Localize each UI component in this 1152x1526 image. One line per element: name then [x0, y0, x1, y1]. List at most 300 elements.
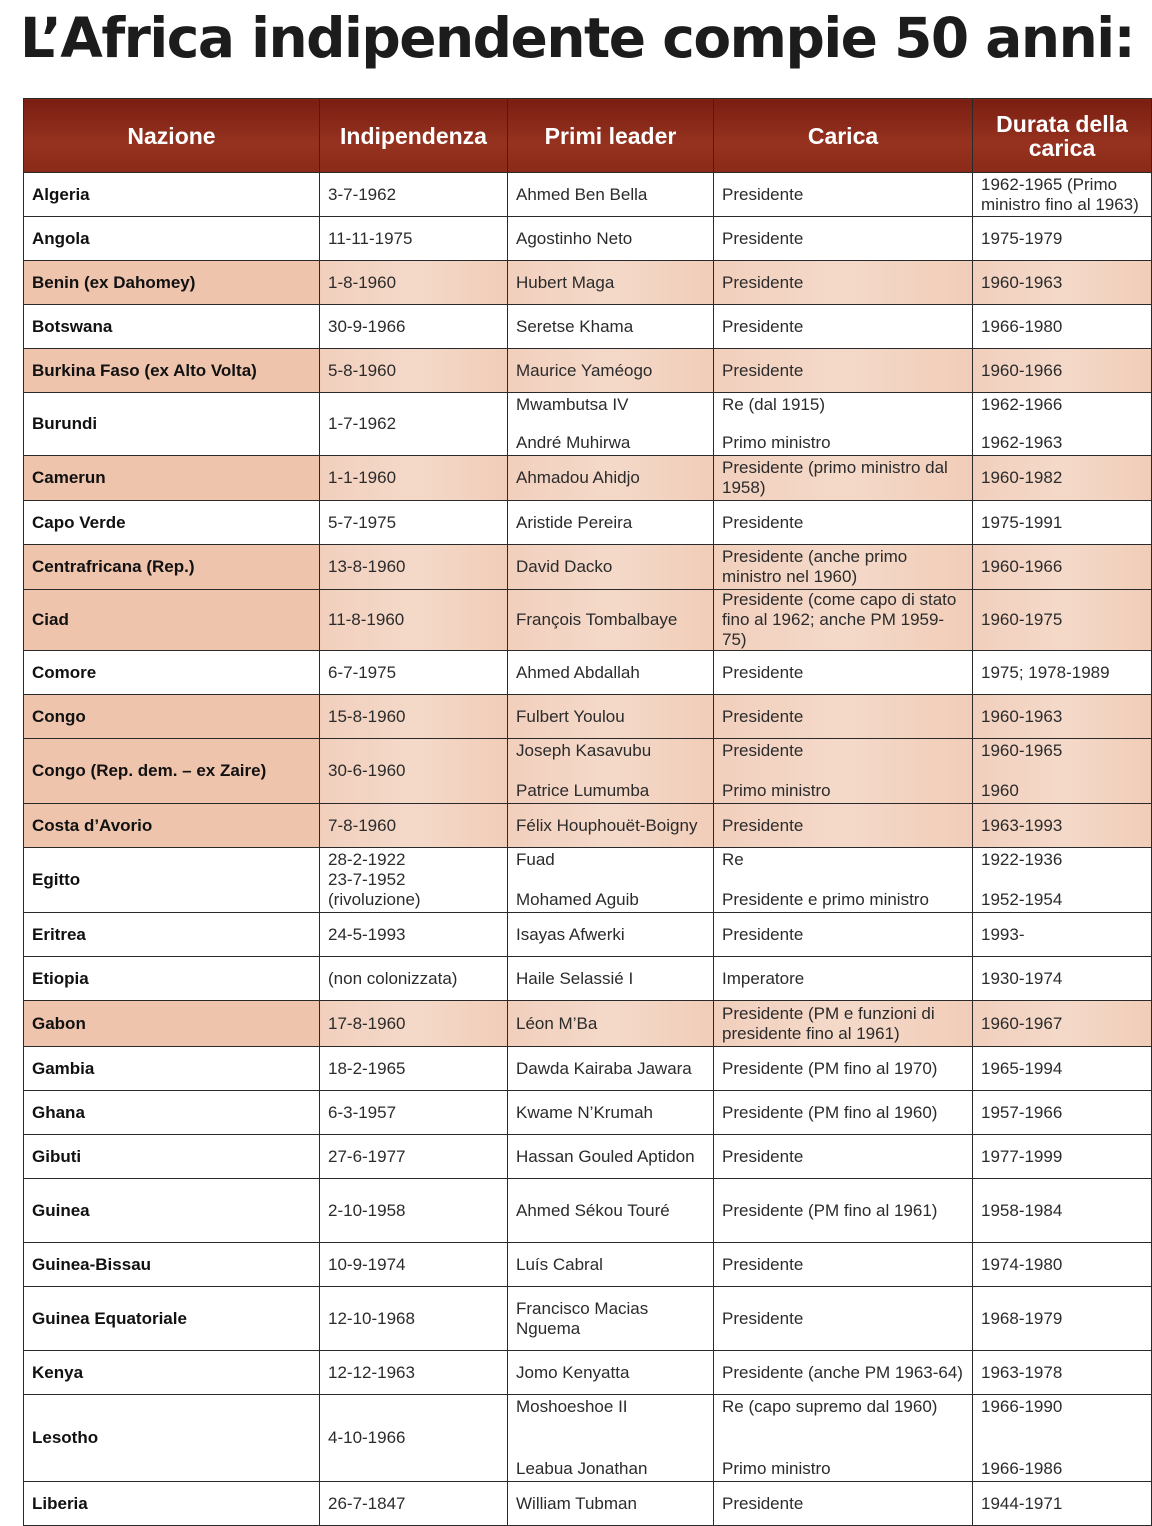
- cell-nazione-text: Algeria: [32, 184, 90, 204]
- table-row: [24, 1179, 1152, 1243]
- cell-indipendenza-text: 17-8-1960: [328, 1013, 406, 1033]
- cell-nazione: [24, 590, 320, 651]
- cell-indipendenza-text: 5-8-1960: [328, 360, 397, 380]
- cell-carica-text: Presidente: [722, 184, 804, 204]
- cell-leader-text: Luís Cabral: [516, 1254, 603, 1274]
- cell-leader: [508, 1395, 714, 1482]
- cell-leader: [508, 913, 714, 957]
- cell-carica: [714, 393, 973, 456]
- cell-leader: [508, 1091, 714, 1135]
- header-nazione: Nazione: [24, 99, 320, 173]
- table-row: [24, 695, 1152, 739]
- cell-indipendenza-text: 30-6-1960: [328, 761, 406, 780]
- header-durata: Durata della carica: [973, 99, 1152, 173]
- cell-carica-text: Presidente: [722, 316, 804, 336]
- cell-durata: [973, 305, 1152, 349]
- cell-durata: [973, 1395, 1152, 1482]
- cell-carica: [714, 804, 973, 848]
- cell-indipendenza-text: 30-9-1966: [328, 316, 406, 336]
- cell-nazione-text: Eritrea: [32, 924, 86, 944]
- cell-leader-text: Dawda Kairaba Jawara: [516, 1058, 692, 1078]
- table-row: [24, 1351, 1152, 1395]
- cell-durata-text: 1958-1984: [981, 1200, 1063, 1220]
- cell-nazione-text: Gibuti: [32, 1146, 82, 1166]
- cell-durata-text: 1966-1980: [981, 316, 1063, 336]
- cell-durata: [973, 1482, 1152, 1526]
- cell-carica: [714, 349, 973, 393]
- cell-carica: [714, 1287, 973, 1351]
- cell-carica-line-1: Re (dal 1915): [722, 395, 826, 414]
- cell-indipendenza: [320, 1243, 508, 1287]
- cell-indipendenza-text: 6-3-1957: [328, 1102, 397, 1122]
- cell-durata-text: 1960-1967: [981, 1013, 1063, 1033]
- cell-carica-text: Presidente: [722, 1254, 804, 1274]
- cell-nazione: [24, 913, 320, 957]
- cell-durata-text: 1960-1966: [981, 557, 1063, 576]
- cell-nazione: [24, 173, 320, 217]
- cell-leader: [508, 501, 714, 545]
- cell-leader-line-2: Mohamed Aguib: [516, 890, 639, 909]
- cell-leader-text: Ahmed Sékou Touré: [516, 1200, 670, 1220]
- table-body: [24, 173, 1152, 1526]
- cell-indipendenza-text: 2-10-1958: [328, 1200, 406, 1220]
- cell-indipendenza: [320, 501, 508, 545]
- cell-carica-text: Presidente (anche primo ministro nel 1960): [722, 547, 908, 586]
- cell-durata-text: 1977-1999: [981, 1146, 1063, 1166]
- cell-carica: [714, 1135, 973, 1179]
- cell-nazione-text: Costa d’Avorio: [32, 815, 153, 835]
- cell-indipendenza: [320, 1482, 508, 1526]
- cell-carica-text: Presidente: [722, 706, 804, 726]
- cell-leader: [508, 1287, 714, 1351]
- cell-durata-text: 1944-1971: [981, 1493, 1063, 1513]
- cell-nazione: [24, 804, 320, 848]
- cell-leader-text: Seretse Khama: [516, 316, 634, 336]
- cell-durata: [973, 957, 1152, 1001]
- cell-indipendenza-text: 1-1-1960: [328, 468, 397, 487]
- cell-durata: [973, 217, 1152, 261]
- cell-indipendenza: [320, 349, 508, 393]
- cell-leader-text: Jomo Kenyatta: [516, 1362, 630, 1382]
- cell-nazione: [24, 305, 320, 349]
- cell-nazione: [24, 1287, 320, 1351]
- cell-leader: [508, 804, 714, 848]
- cell-nazione-text: Capo Verde: [32, 512, 126, 532]
- cell-nazione-text: Burundi: [32, 414, 98, 433]
- cell-durata: [973, 590, 1152, 651]
- cell-carica: [714, 501, 973, 545]
- cell-carica-text: Presidente: [722, 1308, 804, 1328]
- table-row: [24, 804, 1152, 848]
- cell-leader: [508, 261, 714, 305]
- cell-carica: [714, 1047, 973, 1091]
- cell-indipendenza: [320, 695, 508, 739]
- cell-nazione-text: Guinea: [32, 1200, 90, 1220]
- cell-leader-text: François Tombalbaye: [516, 610, 678, 629]
- cell-leader: [508, 957, 714, 1001]
- cell-indipendenza: [320, 804, 508, 848]
- cell-nazione-text: Comore: [32, 662, 97, 682]
- cell-durata-text: 1962-1965 (Primo ministro fino al 1963): [981, 174, 1139, 214]
- cell-leader-text: David Dacko: [516, 557, 613, 576]
- cell-durata: [973, 545, 1152, 590]
- cell-nazione: [24, 349, 320, 393]
- cell-indipendenza-text: 13-8-1960: [328, 557, 406, 576]
- cell-durata: [973, 1287, 1152, 1351]
- cell-durata-text: 1960-1982: [981, 468, 1063, 487]
- cell-indipendenza: [320, 1135, 508, 1179]
- cell-indipendenza-text: 15-8-1960: [328, 706, 406, 726]
- cell-durata-text: 1975; 1978-1989: [981, 662, 1110, 682]
- cell-leader-text: William Tubman: [516, 1493, 637, 1513]
- cell-carica: [714, 651, 973, 695]
- cell-indipendenza: [320, 1001, 508, 1047]
- cell-durata: [973, 913, 1152, 957]
- cell-indipendenza: [320, 590, 508, 651]
- cell-leader-line-1: Moshoeshoe II: [516, 1397, 628, 1416]
- cell-nazione-text: Congo (Rep. dem. – ex Zaire): [32, 761, 267, 780]
- cell-carica: [714, 1351, 973, 1395]
- cell-nazione: [24, 1091, 320, 1135]
- cell-nazione-text: Congo: [32, 706, 86, 726]
- header-carica: Carica: [714, 99, 973, 173]
- cell-durata-line-2: 1960: [981, 781, 1019, 800]
- cell-durata: [973, 1001, 1152, 1047]
- cell-leader: [508, 1482, 714, 1526]
- cell-durata: [973, 1243, 1152, 1287]
- cell-indipendenza-text: 10-9-1974: [328, 1254, 406, 1274]
- table-row: [24, 1395, 1152, 1482]
- table-row: [24, 848, 1152, 913]
- cell-carica: [714, 957, 973, 1001]
- cell-nazione-text: Egitto: [32, 870, 81, 889]
- cell-nazione-text: Centrafricana (Rep.): [32, 557, 195, 576]
- cell-leader: [508, 651, 714, 695]
- cell-carica-line-1: Re: [722, 850, 744, 869]
- cell-nazione: [24, 651, 320, 695]
- table-row: [24, 1243, 1152, 1287]
- cell-nazione: [24, 545, 320, 590]
- cell-carica: [714, 545, 973, 590]
- cell-carica: [714, 173, 973, 217]
- cell-carica-text: Presidente: [722, 924, 804, 944]
- cell-indipendenza: [320, 739, 508, 804]
- cell-durata: [973, 349, 1152, 393]
- table-row: [24, 1047, 1152, 1091]
- cell-durata-text: 1968-1979: [981, 1308, 1063, 1328]
- cell-indipendenza: [320, 651, 508, 695]
- cell-carica-text: Presidente: [722, 662, 804, 682]
- cell-carica: [714, 1395, 973, 1482]
- cell-durata-text: 1975-1979: [981, 228, 1063, 248]
- cell-nazione: [24, 261, 320, 305]
- cell-nazione: [24, 1047, 320, 1091]
- cell-leader-text: Isayas Afwerki: [516, 924, 625, 944]
- cell-carica-line-1: Re (capo supremo dal 1960): [722, 1397, 938, 1416]
- cell-leader-text: Félix Houphouët-Boigny: [516, 815, 698, 835]
- cell-indipendenza: [320, 545, 508, 590]
- cell-durata: [973, 456, 1152, 501]
- cell-indipendenza-text: 3-7-1962: [328, 184, 397, 204]
- cell-carica: [714, 1243, 973, 1287]
- cell-leader-line-1: Joseph Kasavubu: [516, 741, 652, 760]
- cell-carica: [714, 1001, 973, 1047]
- cell-carica-line-2: Primo ministro: [722, 433, 831, 452]
- table-row: [24, 1287, 1152, 1351]
- cell-nazione-text: Benin (ex Dahomey): [32, 272, 196, 292]
- cell-durata-line-1: 1960-1965: [981, 741, 1063, 760]
- cell-nazione-text: Etiopia: [32, 968, 89, 988]
- cell-carica: [714, 913, 973, 957]
- table-row: [24, 1135, 1152, 1179]
- cell-leader: [508, 1135, 714, 1179]
- cell-leader: [508, 1351, 714, 1395]
- cell-leader: [508, 1047, 714, 1091]
- cell-durata: [973, 173, 1152, 217]
- cell-indipendenza-text: 12-10-1968: [328, 1308, 415, 1328]
- cell-leader-line-1: Mwambutsa IV: [516, 395, 629, 414]
- cell-durata: [973, 1179, 1152, 1243]
- cell-nazione: [24, 217, 320, 261]
- cell-carica-text: Presidente: [722, 512, 804, 532]
- cell-nazione: [24, 501, 320, 545]
- cell-indipendenza: [320, 1395, 508, 1482]
- cell-indipendenza: [320, 1287, 508, 1351]
- table-row: [24, 1091, 1152, 1135]
- cell-nazione-text: Burkina Faso (ex Alto Volta): [32, 360, 257, 380]
- cell-leader-line-1: Fuad: [516, 850, 555, 869]
- cell-leader-text: Maurice Yaméogo: [516, 360, 653, 380]
- cell-carica-text: Presidente (PM fino al 1970): [722, 1058, 938, 1078]
- cell-carica-text: Presidente: [722, 360, 804, 380]
- table-row: [24, 305, 1152, 349]
- table-row: [24, 913, 1152, 957]
- cell-leader-text: Fulbert Youlou: [516, 706, 625, 726]
- cell-leader: [508, 695, 714, 739]
- cell-nazione-text: Guinea Equatoriale: [32, 1308, 187, 1328]
- table-row: [24, 1001, 1152, 1047]
- cell-durata-text: 1993-: [981, 924, 1025, 944]
- cell-indipendenza-text: 27-6-1977: [328, 1146, 406, 1166]
- table-row: [24, 173, 1152, 217]
- cell-nazione: [24, 739, 320, 804]
- cell-nazione-text: Gambia: [32, 1058, 95, 1078]
- cell-nazione-text: Gabon: [32, 1013, 86, 1033]
- cell-nazione-text: Lesotho: [32, 1428, 99, 1447]
- cell-durata-text: 1975-1991: [981, 512, 1063, 532]
- cell-carica: [714, 217, 973, 261]
- cell-carica-text: Presidente (come capo di stato fino al 1962; anche PM 1959-75): [722, 590, 957, 649]
- cell-durata-line-1: 1962-1966: [981, 395, 1063, 414]
- cell-carica: [714, 305, 973, 349]
- cell-leader: [508, 456, 714, 501]
- cell-durata-text: 1957-1966: [981, 1102, 1063, 1122]
- cell-durata: [973, 1135, 1152, 1179]
- cell-durata: [973, 848, 1152, 913]
- table-row: [24, 261, 1152, 305]
- header-indipendenza: Indipendenza: [320, 99, 508, 173]
- table-row: [24, 957, 1152, 1001]
- cell-carica: [714, 1482, 973, 1526]
- cell-leader: [508, 848, 714, 913]
- cell-leader: [508, 545, 714, 590]
- cell-indipendenza-text: (non colonizzata): [328, 968, 458, 988]
- table-row: [24, 456, 1152, 501]
- cell-durata-text: 1963-1978: [981, 1362, 1063, 1382]
- cell-indipendenza: [320, 957, 508, 1001]
- cell-indipendenza: [320, 393, 508, 456]
- cell-durata: [973, 1047, 1152, 1091]
- cell-durata: [973, 804, 1152, 848]
- cell-indipendenza-text: 11-8-1960: [328, 610, 405, 629]
- cell-carica-line-2: Primo ministro: [722, 781, 831, 800]
- cell-carica-line-2: Primo ministro: [722, 1459, 831, 1478]
- cell-indipendenza-text: 11-11-1975: [328, 228, 413, 248]
- cell-leader-text: Haile Selassié I: [516, 968, 634, 988]
- cell-indipendenza-text: 7-8-1960: [328, 815, 397, 835]
- cell-leader-text: Ahmadou Ahidjo: [516, 468, 640, 487]
- cell-durata-line-2: 1962-1963: [981, 433, 1063, 452]
- cell-durata-text: 1963-1993: [981, 815, 1063, 835]
- table-row: [24, 651, 1152, 695]
- cell-indipendenza: [320, 305, 508, 349]
- cell-durata: [973, 1091, 1152, 1135]
- cell-carica-text: Presidente (PM e funzioni di presidente fino al 1961): [722, 1003, 935, 1043]
- cell-indipendenza: [320, 1091, 508, 1135]
- cell-leader: [508, 1243, 714, 1287]
- table-row: [24, 545, 1152, 590]
- cell-nazione: [24, 1001, 320, 1047]
- cell-leader-text: Francisco Macias Nguema: [516, 1298, 649, 1338]
- cell-leader-text: Ahmed Ben Bella: [516, 184, 648, 204]
- cell-durata: [973, 651, 1152, 695]
- cell-carica-text: Presidente: [722, 272, 804, 292]
- leaders-table: [23, 98, 1152, 1526]
- cell-nazione: [24, 1395, 320, 1482]
- cell-durata-text: 1960-1975: [981, 610, 1063, 629]
- cell-indipendenza: [320, 913, 508, 957]
- cell-indipendenza: [320, 1179, 508, 1243]
- cell-nazione: [24, 1351, 320, 1395]
- page-title: L’Africa indipendente compie 50 anni:: [20, 6, 1135, 70]
- cell-durata-text: 1960-1963: [981, 706, 1063, 726]
- cell-indipendenza-text: 5-7-1975: [328, 512, 397, 532]
- cell-leader-line-2: Patrice Lumumba: [516, 781, 650, 800]
- cell-durata-text: 1960-1966: [981, 360, 1063, 380]
- cell-carica-line-2: Presidente e primo ministro: [722, 890, 929, 909]
- cell-durata: [973, 1351, 1152, 1395]
- table-row: [24, 739, 1152, 804]
- cell-indipendenza: [320, 261, 508, 305]
- cell-leader-text: Léon M’Ba: [516, 1013, 598, 1033]
- cell-nazione-text: Botswana: [32, 316, 113, 336]
- cell-leader-text: Kwame N’Krumah: [516, 1102, 653, 1122]
- cell-carica: [714, 261, 973, 305]
- cell-carica: [714, 1179, 973, 1243]
- cell-indipendenza-text: 12-12-1963: [328, 1362, 415, 1382]
- cell-leader-text: Hubert Maga: [516, 272, 615, 292]
- cell-indipendenza-line-2: 23-7-1952 (rivoluzione): [328, 870, 421, 909]
- cell-leader: [508, 349, 714, 393]
- cell-durata: [973, 393, 1152, 456]
- cell-nazione: [24, 1179, 320, 1243]
- cell-carica-text: Presidente (primo ministro dal 1958): [722, 458, 948, 497]
- cell-carica-text: Presidente: [722, 1146, 804, 1166]
- cell-nazione-text: Ciad: [32, 610, 69, 629]
- cell-nazione: [24, 456, 320, 501]
- cell-carica: [714, 1091, 973, 1135]
- cell-indipendenza-text: 24-5-1993: [328, 924, 406, 944]
- cell-durata-line-1: 1922-1936: [981, 850, 1063, 869]
- cell-carica: [714, 695, 973, 739]
- cell-nazione: [24, 1135, 320, 1179]
- cell-nazione-text: Angola: [32, 228, 90, 248]
- cell-carica: [714, 739, 973, 804]
- cell-indipendenza: [320, 217, 508, 261]
- cell-indipendenza-line-1: 28-2-1922: [328, 850, 406, 869]
- cell-durata-line-2: 1952-1954: [981, 890, 1063, 909]
- cell-carica-text: Presidente: [722, 228, 804, 248]
- cell-nazione: [24, 695, 320, 739]
- cell-durata: [973, 501, 1152, 545]
- cell-nazione: [24, 1243, 320, 1287]
- cell-leader-line-2: André Muhirwa: [516, 433, 631, 452]
- cell-indipendenza-text: 1-8-1960: [328, 272, 397, 292]
- table-row: [24, 590, 1152, 651]
- cell-nazione: [24, 957, 320, 1001]
- table-row: [24, 349, 1152, 393]
- cell-leader-text: Agostinho Neto: [516, 228, 633, 248]
- cell-durata-text: 1930-1974: [981, 968, 1063, 988]
- cell-indipendenza: [320, 173, 508, 217]
- cell-durata-text: 1960-1963: [981, 272, 1063, 292]
- cell-leader: [508, 590, 714, 651]
- cell-indipendenza: [320, 1351, 508, 1395]
- cell-leader: [508, 173, 714, 217]
- cell-durata-line-2: 1966-1986: [981, 1459, 1063, 1478]
- cell-nazione-text: Kenya: [32, 1362, 84, 1382]
- cell-leader-text: Ahmed Abdallah: [516, 662, 640, 682]
- cell-nazione: [24, 1482, 320, 1526]
- cell-nazione: [24, 393, 320, 456]
- header-leader: Primi leader: [508, 99, 714, 173]
- cell-leader: [508, 1179, 714, 1243]
- cell-nazione-text: Guinea-Bissau: [32, 1254, 152, 1274]
- cell-nazione-text: Liberia: [32, 1493, 88, 1513]
- cell-indipendenza-text: 18-2-1965: [328, 1058, 406, 1078]
- cell-durata: [973, 739, 1152, 804]
- cell-carica-text: Presidente (PM fino al 1961): [722, 1200, 938, 1220]
- cell-carica-text: Presidente (PM fino al 1960): [722, 1102, 938, 1122]
- cell-durata-text: 1965-1994: [981, 1058, 1063, 1078]
- cell-leader: [508, 1001, 714, 1047]
- cell-indipendenza: [320, 1047, 508, 1091]
- cell-leader: [508, 393, 714, 456]
- cell-carica-text: Presidente (anche PM 1963-64): [722, 1362, 963, 1382]
- cell-leader: [508, 739, 714, 804]
- cell-carica-text: Presidente: [722, 815, 804, 835]
- cell-leader: [508, 217, 714, 261]
- table-row: [24, 501, 1152, 545]
- cell-carica-text: Presidente: [722, 1493, 804, 1513]
- cell-durata-line-1: 1966-1990: [981, 1397, 1063, 1416]
- table-row: [24, 1482, 1152, 1526]
- cell-carica: [714, 848, 973, 913]
- cell-indipendenza-text: 6-7-1975: [328, 662, 397, 682]
- table-header-row: [24, 99, 1152, 173]
- table-row: [24, 393, 1152, 456]
- cell-leader-text: Hassan Gouled Aptidon: [516, 1146, 695, 1166]
